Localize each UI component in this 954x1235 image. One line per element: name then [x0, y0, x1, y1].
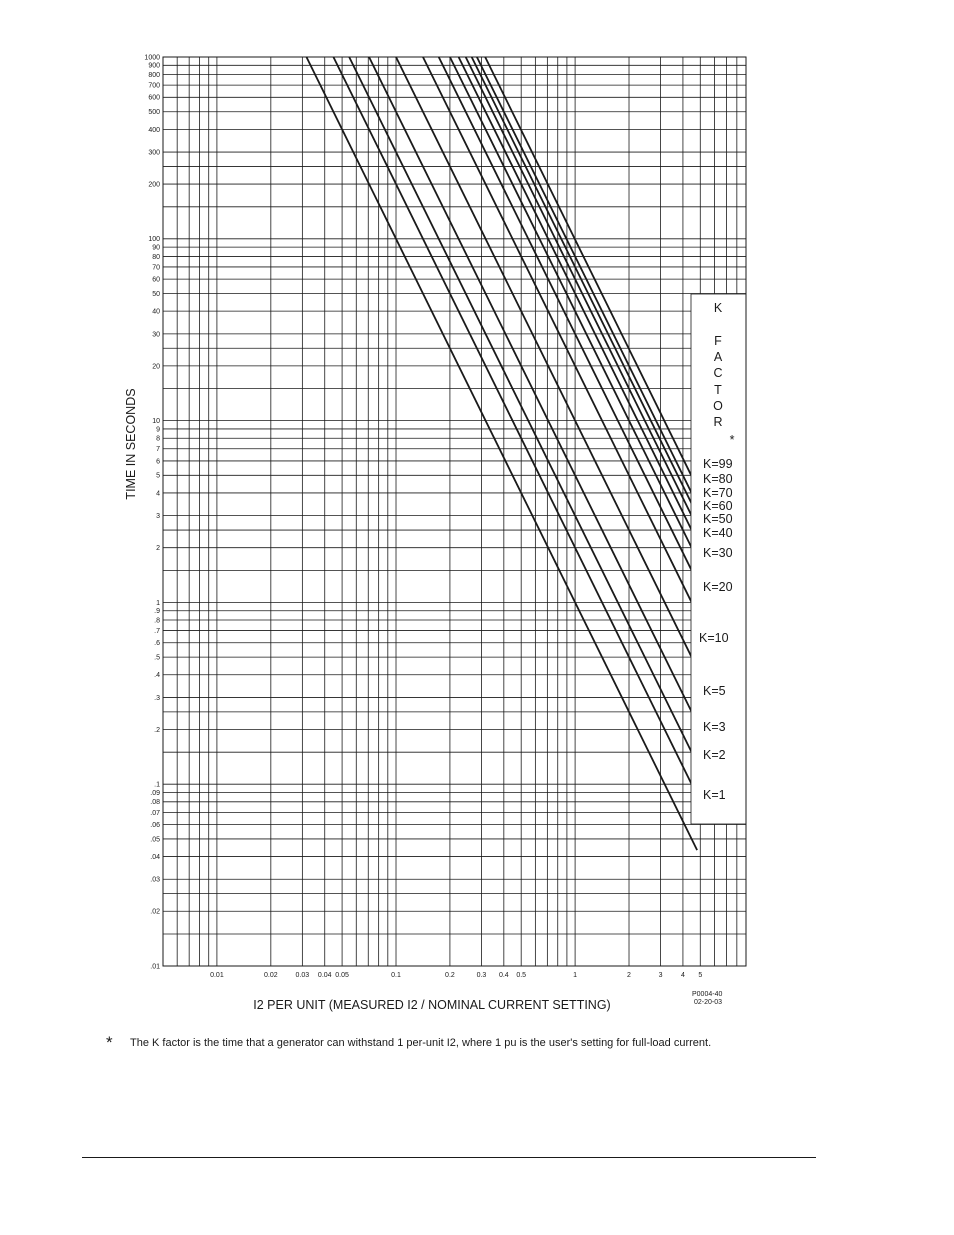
x-axis-ticks	[210, 972, 702, 979]
y-tick-label: 9	[156, 426, 160, 434]
y-tick-label: 60	[152, 276, 160, 284]
x-tick-label: 3	[658, 972, 663, 979]
y-tick-label: .05	[150, 836, 160, 844]
y-tick-label: 800	[148, 72, 160, 80]
figure-date: 02-20-03	[694, 999, 723, 1006]
legend-label-k-30: K=30	[703, 546, 733, 560]
legend-label-k-99: K=99	[703, 457, 733, 471]
y-tick-label: 10	[152, 418, 160, 425]
legend-title-letter: O	[713, 399, 723, 413]
y-tick-label: .5	[154, 654, 160, 662]
asterisk-icon: *	[729, 433, 735, 447]
y-tick-label: .08	[150, 799, 160, 807]
y-tick-label: .09	[150, 789, 160, 797]
y-tick-label: 6	[156, 458, 160, 466]
y-tick-label: .06	[150, 821, 160, 829]
legend-label-k-2: K=2	[703, 748, 726, 762]
legend-label-k-40: K=40	[703, 526, 733, 540]
y-tick-label: 700	[148, 82, 160, 90]
legend-label-k-70: K=70	[703, 486, 733, 500]
legend-label-k-10: K=10	[699, 631, 729, 645]
curve-k-70	[472, 57, 697, 515]
legend-label-k-20: K=20	[703, 580, 733, 594]
curve-group	[306, 57, 697, 850]
y-tick-label: .3	[154, 694, 160, 702]
x-tick-label: 0.02	[264, 972, 278, 979]
y-tick-label: 5	[156, 472, 160, 480]
y-tick-label: 300	[148, 149, 160, 157]
curve-k-99	[485, 57, 697, 487]
y-tick-label: .02	[150, 908, 160, 916]
curve-k-10	[396, 57, 697, 668]
y-tick-label: 200	[148, 181, 160, 189]
y-tick-label: 400	[148, 126, 160, 134]
y-tick-label: 30	[152, 331, 160, 339]
y-axis-title: TIME IN SECONDS	[124, 388, 138, 500]
legend-title-letter: K	[713, 301, 723, 315]
curve-k-60	[466, 57, 697, 527]
y-tick-label: 70	[152, 264, 160, 272]
page-divider	[82, 1157, 816, 1158]
legend-label-k-3: K=3	[703, 720, 726, 734]
x-tick-label: 5	[698, 972, 703, 979]
legend-label-k-50: K=50	[703, 512, 733, 526]
x-tick-label: 0.03	[295, 972, 310, 979]
legend-title-letter: A	[713, 350, 723, 364]
y-tick-label: .4	[154, 672, 160, 680]
x-tick-label: 0.5	[516, 972, 527, 979]
x-tick-label: 0.2	[445, 972, 455, 979]
x-tick-label: 0.05	[335, 972, 349, 979]
y-tick-label: 600	[148, 94, 160, 102]
x-tick-label: 0.01	[210, 972, 224, 979]
footnote	[106, 1034, 866, 1052]
curve-k-80	[477, 57, 697, 504]
y-tick-label: 80	[152, 253, 160, 261]
legend-label-k-1: K=1	[703, 788, 726, 802]
legend-label-k-5: K=5	[703, 684, 726, 698]
y-tick-label: 2	[156, 545, 160, 553]
y-tick-label: 90	[152, 244, 160, 252]
legend-title-letter: T	[714, 383, 722, 397]
y-tick-label: 20	[152, 363, 160, 371]
y-tick-label: 50	[152, 290, 160, 298]
y-tick-label: .04	[150, 853, 160, 861]
x-tick-label: 4	[680, 972, 685, 979]
y-tick-label: .03	[150, 876, 160, 884]
legend	[691, 294, 746, 824]
y-tick-label: .1	[154, 781, 160, 789]
y-tick-label: .07	[150, 809, 160, 817]
y-tick-label: .2	[154, 726, 160, 734]
legend-label-k-80: K=80	[703, 472, 733, 486]
y-tick-label: 900	[148, 62, 160, 70]
y-tick-label: .8	[154, 617, 160, 625]
figure-code: P0004-40	[692, 991, 723, 998]
y-tick-label: 40	[152, 308, 160, 316]
x-tick-label: 0.3	[476, 972, 487, 979]
x-tick-label: 0.1	[391, 972, 401, 979]
legend-label-k-60: K=60	[703, 499, 733, 513]
y-tick-label: .01	[150, 963, 160, 971]
curve-k-40	[450, 57, 697, 559]
x-tick-label: 1	[573, 972, 578, 979]
y-tick-label: 8	[156, 435, 160, 443]
legend-title-letter: C	[713, 366, 723, 380]
plot-frame	[163, 57, 746, 966]
y-tick-label: .7	[154, 627, 160, 635]
y-tick-label: .9	[154, 608, 160, 616]
y-tick-label: 100	[148, 236, 160, 244]
x-tick-label: 2	[627, 972, 631, 979]
chart-grid	[163, 57, 746, 966]
x-tick-label: 0.4	[498, 972, 509, 979]
y-tick-label: 1000	[144, 54, 160, 62]
curve-k-1	[306, 57, 697, 850]
x-tick-label: 0.04	[317, 972, 332, 979]
x-axis-title: I2 PER UNIT (MEASURED I2 / NOMINAL CURRENT SETTING)	[253, 998, 611, 1012]
y-tick-label: 4	[156, 490, 160, 498]
y-tick-label: .6	[154, 640, 160, 648]
y-axis-ticks	[144, 54, 160, 970]
y-tick-label: 7	[156, 446, 160, 454]
legend-title-letter: F	[714, 334, 722, 348]
footnote-text: The K factor is the time that a generator can withstand 1 per-unit I2, where 1 pu is the user's setting for full-load current.	[130, 1037, 712, 1049]
footnote-star-icon: *	[106, 1033, 113, 1052]
y-tick-label: 500	[148, 109, 160, 117]
legend-title-letter: R	[713, 415, 723, 429]
y-tick-label: 3	[156, 513, 160, 521]
y-tick-label: 1	[156, 599, 160, 607]
curve-k-5	[369, 57, 697, 723]
